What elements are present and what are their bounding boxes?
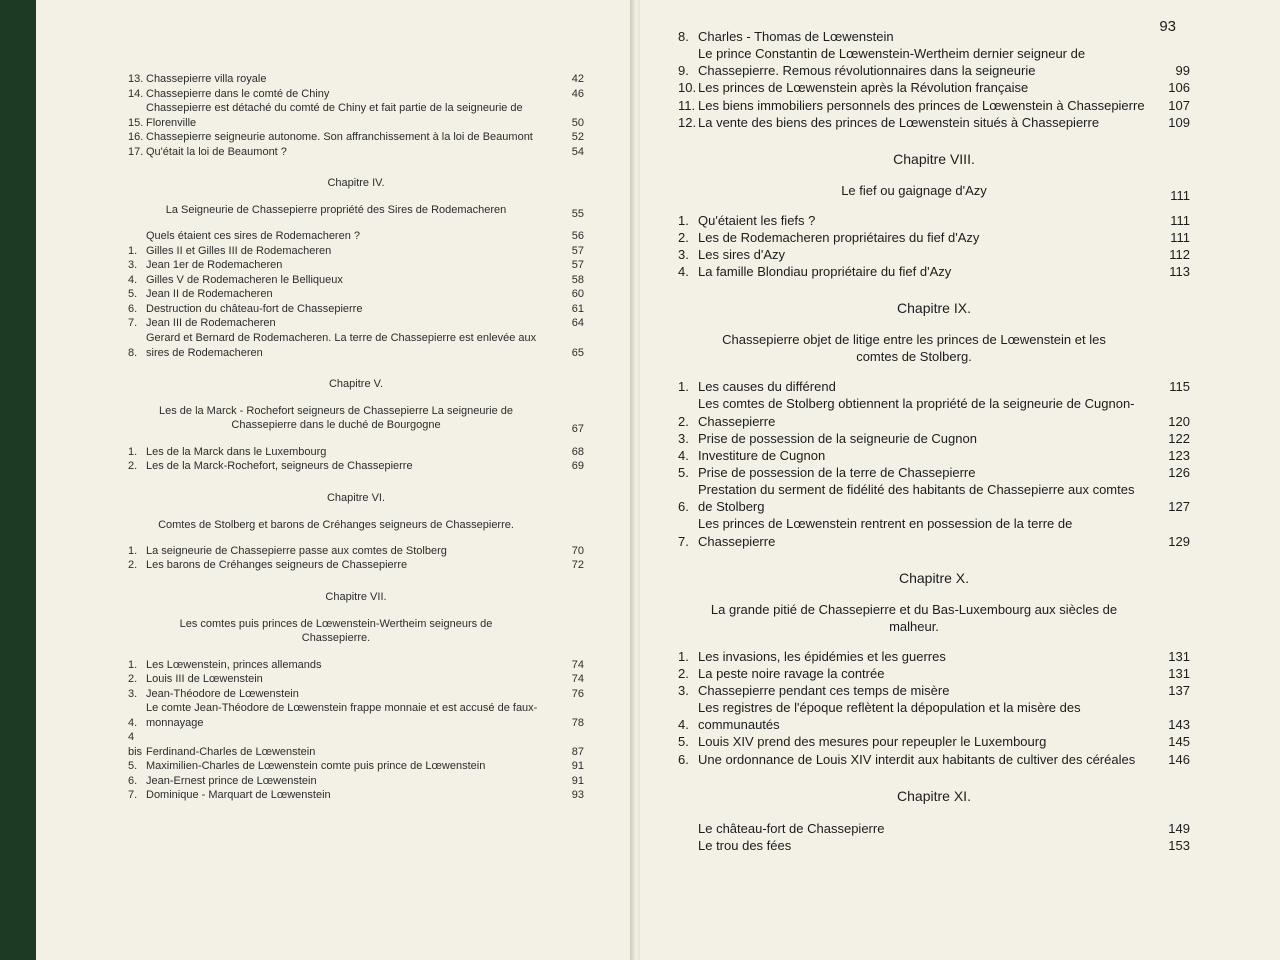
toc-entry	[678, 229, 1190, 246]
entry-page: 78	[571, 716, 584, 729]
toc-section-continued	[678, 28, 1190, 131]
entry-page: 129	[1168, 533, 1190, 549]
entry-page: 58	[571, 273, 584, 286]
entry-page: 76	[571, 687, 584, 700]
entry-number: 2.	[128, 559, 138, 572]
entry-page: 68	[571, 445, 584, 458]
chapter-entries	[128, 445, 584, 474]
chapter-entries	[128, 544, 584, 573]
toc-entry	[678, 378, 1190, 395]
toc-entry	[678, 447, 1190, 464]
entry-title: Les registres de l'époque reflètent la dépopulation et la misère des communautés	[698, 700, 1081, 733]
toc-section-continued	[128, 72, 584, 159]
entry-number: 5.	[678, 465, 689, 481]
toc-entry	[128, 244, 584, 259]
entry-number: 5.	[128, 760, 138, 773]
toc-entry	[678, 28, 1190, 45]
chapter-heading: Chapitre VII.	[325, 590, 387, 603]
entry-page: 127	[1168, 499, 1190, 515]
toc-entry	[678, 395, 1190, 429]
entry-page: 91	[571, 760, 584, 773]
entry-number: 3.	[128, 687, 138, 700]
entry-title: Jean-Théodore de Lœwenstein	[146, 687, 299, 700]
entry-title: Les sires d'Azy	[698, 247, 786, 263]
entry-title: Les Lœwenstein, princes allemands	[146, 658, 322, 671]
entry-title: Les barons de Créhanges seigneurs de Chassepierre	[146, 559, 408, 572]
entry-page: 131	[1168, 648, 1190, 664]
entry-number: 6.	[128, 302, 138, 315]
entry-number: 12.	[678, 114, 697, 130]
entry-page: 50	[571, 116, 584, 129]
entry-title: Les invasions, les épidémies et les guerres	[698, 648, 946, 664]
entry-page: 111	[1170, 229, 1190, 245]
entry-title: Quels étaient ces sires de Rodemacheren ?	[146, 230, 361, 243]
entry-number: 4 bis	[128, 731, 143, 758]
entry-title: Prestation du serment de fidélité des habitants de Chassepierre aux comtes de Stolberg	[698, 482, 1135, 515]
entry-title: Chassepierre est détaché du comté de Chiny et fait partie de la seigneurie de Florenville	[146, 102, 523, 129]
entry-page: 149	[1168, 820, 1190, 836]
entry-page: 69	[571, 460, 584, 473]
entry-number: 1.	[678, 648, 689, 664]
entry-title: Investiture de Cugnon	[698, 447, 826, 463]
entry-page: 109	[1168, 114, 1190, 130]
chapter-heading: Chapitre X.	[898, 569, 970, 586]
entry-page: 74	[571, 673, 584, 686]
entry-title: Les biens immobiliers personnels des princes de Lœwenstein à Chassepierre	[698, 97, 1145, 113]
entry-number: 1.	[128, 544, 138, 557]
entry-page: 122	[1168, 430, 1190, 446]
entry-number: 1.	[128, 658, 138, 671]
entry-page: 72	[571, 559, 584, 572]
entry-number: 4.	[128, 716, 138, 729]
toc-entry	[678, 263, 1190, 280]
entry-number: 15.	[128, 116, 144, 129]
entry-page: 70	[571, 544, 584, 557]
entry-page: 74	[571, 658, 584, 671]
entry-page: 115	[1169, 379, 1190, 395]
toc-entry	[678, 515, 1190, 549]
entry-number: 5.	[128, 288, 138, 301]
entry-title: La vente des biens des princes de Lœwenstein situés à Chassepierre	[698, 114, 1100, 130]
entry-number: 14.	[128, 87, 144, 100]
entry-title: La seigneurie de Chassepierre passe aux comtes de Stolberg	[146, 544, 447, 557]
toc-entry	[128, 658, 584, 673]
toc-entry	[128, 759, 584, 774]
entry-title: Prise de possession de la seigneurie de Cugnon	[698, 430, 977, 446]
entry-number: 2.	[678, 665, 689, 681]
entry-page: 126	[1168, 465, 1190, 481]
entry-page: 60	[571, 288, 584, 301]
entry-page: 42	[571, 73, 584, 85]
entry-page: 54	[571, 145, 584, 158]
entry-number: 1.	[128, 445, 138, 458]
entry-title: Chassepierre pendant ces temps de misère	[698, 682, 950, 698]
entry-number: 1.	[678, 379, 689, 395]
chapter-subject	[128, 203, 584, 221]
entry-title: Les princes de Lœwenstein rentrent en possession de la terre de Chassepierre	[698, 516, 1073, 549]
toc-entry	[128, 87, 584, 102]
entry-number: 1.	[678, 212, 689, 228]
entry-page: 137	[1168, 682, 1190, 698]
entry-title: Gilles V de Rodemacheren le Belliqueux	[146, 273, 343, 286]
chapter-subject-title: Les de la Marck - Rochefort seigneurs de Chassepierre La seigneurie de Chassepierre dans le duché de Bourgogne	[158, 405, 514, 432]
entry-title: Jean III de Rodemacheren	[146, 317, 276, 330]
entry-number: 9.	[678, 63, 689, 79]
entry-number: 4.	[128, 273, 138, 286]
entry-title: Gilles II et Gilles III de Rodemacheren	[146, 244, 332, 257]
toc-entry	[128, 72, 584, 87]
entry-title: Les causes du différend	[698, 379, 836, 395]
entry-title: Qu'était la loi de Beaumont ?	[146, 145, 287, 158]
entry-number: 2.	[678, 413, 689, 429]
entry-number: 16.	[128, 131, 144, 144]
toc-entry	[128, 101, 584, 130]
chapter-heading: Chapitre XI.	[897, 787, 971, 804]
entry-page: 146	[1168, 751, 1190, 767]
entry-page: 145	[1168, 734, 1190, 750]
toc-entry	[678, 820, 1190, 837]
entry-title: Jean-Ernest prince de Lœwenstein	[146, 774, 317, 787]
toc-entry	[678, 246, 1190, 263]
entry-title: Ferdinand-Charles de Lœwenstein	[146, 745, 316, 758]
toc-entry	[678, 751, 1190, 768]
entry-title: Charles - Thomas de Lœwenstein	[698, 29, 894, 44]
toc-chapters	[678, 151, 1190, 854]
toc-entry	[128, 774, 584, 789]
left-page	[36, 0, 634, 960]
entry-number: 4.	[678, 264, 689, 280]
chapter-entries	[678, 648, 1190, 768]
entry-number: 7.	[128, 317, 138, 330]
entry-page: 131	[1168, 665, 1190, 681]
chapter-subject	[128, 518, 584, 536]
entry-page: 99	[1175, 63, 1190, 79]
chapter-entries	[678, 820, 1190, 854]
toc-entry	[128, 544, 584, 559]
entry-number: 3.	[678, 430, 689, 446]
entry-number: 3.	[678, 682, 689, 698]
chapter-subject-title: La grande pitié de Chassepierre et du Bas-Luxembourg aux siècles de malheur.	[710, 601, 1118, 634]
right-page	[640, 0, 1280, 960]
toc-entry	[678, 45, 1190, 79]
entry-title: Chassepierre seigneurie autonome. Son affranchissement à la loi de Beaumont	[146, 131, 533, 144]
chapter-heading: Chapitre V.	[328, 378, 384, 391]
toc-entry	[128, 730, 584, 759]
entry-page: 143	[1168, 717, 1190, 733]
chapter-entries	[678, 378, 1190, 550]
entry-page: 123	[1168, 447, 1190, 463]
toc-entry	[678, 648, 1190, 665]
entry-title: Les de la Marck-Rochefort, seigneurs de Chassepierre	[146, 460, 413, 473]
entry-number: 4.	[678, 717, 689, 733]
chapter-subject-title: Comtes de Stolberg et barons de Créhanges seigneurs de Chassepierre.	[158, 518, 514, 531]
toc-entry	[128, 258, 584, 273]
toc-entry	[678, 837, 1190, 854]
chapter-heading: Chapitre VIII.	[893, 150, 975, 167]
toc-entry	[128, 302, 584, 317]
entry-number: 4.	[678, 447, 689, 463]
entry-title: Prise de possession de la terre de Chassepierre	[698, 465, 976, 481]
chapter-subject	[678, 332, 1190, 370]
entry-page: 57	[571, 244, 584, 257]
toc-entry	[678, 699, 1190, 733]
entry-number: 10.	[678, 80, 697, 96]
entry-number: 6.	[678, 751, 689, 767]
chapter-heading: Chapitre IV.	[327, 177, 385, 190]
toc-chapters	[128, 177, 584, 803]
entry-title: Louis XIV prend des mesures pour repeupler le Luxembourg	[698, 734, 1047, 750]
entry-number: 2.	[678, 229, 689, 245]
toc-entry	[128, 445, 584, 460]
toc-entry	[678, 481, 1190, 515]
chapter-entries	[128, 658, 584, 803]
entry-number: 6.	[128, 774, 138, 787]
entry-title: Qu'étaient les fiefs ?	[698, 212, 816, 228]
chapter-subject-title: La Seigneurie de Chassepierre propriété des Sires de Rodemacheren	[165, 204, 507, 217]
entry-title: Les de Rodemacheren propriétaires du fief d'Azy	[698, 229, 980, 245]
entry-page: 65	[571, 346, 584, 359]
entry-number: 17.	[128, 145, 144, 158]
toc-entry	[128, 287, 584, 302]
entry-page: 112	[1169, 247, 1190, 263]
toc-entry	[128, 459, 584, 474]
entry-page: 56	[571, 230, 584, 243]
entry-page: 57	[571, 259, 584, 272]
entry-page: 107	[1168, 97, 1190, 113]
chapter-subject-page: 67	[571, 423, 584, 436]
entry-title: Une ordonnance de Louis XIV interdit aux habitants de cultiver des céréales	[698, 751, 1136, 767]
entry-number: 2.	[128, 673, 138, 686]
entry-title: Gerard et Bernard de Rodemacheren. La terre de Chassepierre est enlevée aux sires de Rodemacheren	[146, 332, 537, 359]
entry-page: 93	[571, 789, 584, 802]
toc-entry	[128, 331, 584, 360]
entry-number: 11.	[678, 97, 696, 113]
toc-entry	[128, 788, 584, 803]
entry-number: 3.	[128, 259, 138, 272]
toc-entry	[128, 145, 584, 160]
chapter-subject-title: Le fief ou gaignage d'Azy	[841, 182, 987, 198]
entry-page: 87	[571, 745, 584, 758]
entry-title: Jean II de Rodemacheren	[146, 288, 273, 301]
entry-title: La peste noire ravage la contrée	[698, 665, 885, 681]
toc-entry	[678, 97, 1190, 114]
toc-entry	[128, 316, 584, 331]
toc-entry	[678, 733, 1190, 750]
entry-title: Les de la Marck dans le Luxembourg	[146, 445, 327, 458]
entry-number: 8.	[128, 346, 138, 359]
chapter-entries	[678, 212, 1190, 281]
entry-title: Les princes de Lœwenstein après la Révolution française	[698, 80, 1029, 96]
entry-title: La famille Blondiau propriétaire du fief d'Azy	[698, 264, 952, 280]
entry-page: 61	[571, 302, 584, 315]
entry-title: Chassepierre dans le comté de Chiny	[146, 87, 330, 100]
toc-entry	[678, 114, 1190, 131]
entry-number: 6.	[678, 499, 689, 515]
toc-entry	[678, 682, 1190, 699]
chapter-subject	[128, 617, 584, 650]
toc-entry	[128, 687, 584, 702]
entry-page: 46	[571, 87, 584, 100]
toc-entry	[128, 229, 584, 244]
toc-entry	[678, 79, 1190, 96]
toc-entry	[128, 273, 584, 288]
entry-page: 120	[1168, 413, 1190, 429]
entry-title: Le prince Constantin de Lœwenstein-Wertheim dernier seigneur de Chassepierre. Remous révolutionnaires dans la seigneurie	[698, 46, 1086, 79]
entry-title: Louis III de Lœwenstein	[146, 673, 263, 686]
toc-entry	[128, 701, 584, 730]
entry-number: 7.	[128, 789, 138, 802]
entry-number: 13.	[128, 73, 144, 85]
entry-title: Le comte Jean-Théodore de Lœwenstein frappe monnaie et est accusé de faux-monnayage	[146, 702, 538, 729]
chapter-heading: Chapitre IX.	[897, 300, 971, 317]
entry-page: 64	[571, 317, 584, 330]
entry-page: 91	[571, 774, 584, 787]
entry-page: 153	[1168, 837, 1190, 853]
chapter-subject-title: Chassepierre objet de litige entre les princes de Lœwenstein et les comtes de Stolberg.	[722, 332, 1106, 365]
chapter-subject	[678, 602, 1190, 640]
toc-entry	[678, 212, 1190, 229]
entry-number: 7.	[678, 533, 689, 549]
entry-title: Destruction du château-fort de Chassepierre	[146, 302, 363, 315]
entry-title: Jean 1er de Rodemacheren	[146, 259, 283, 272]
entry-number: 5.	[678, 734, 689, 750]
toc-entry	[678, 464, 1190, 481]
entry-title: Maximilien-Charles de Lœwenstein comte puis prince de Lœwenstein	[146, 760, 486, 773]
entry-number: 3.	[678, 247, 689, 263]
chapter-entries	[128, 229, 584, 360]
chapter-subject-page: 55	[571, 207, 584, 220]
entry-number: 8.	[678, 29, 689, 44]
entry-page: 113	[1169, 264, 1190, 280]
toc-entry	[678, 665, 1190, 682]
chapter-subject-page: 111	[1170, 187, 1190, 203]
toc-entry	[128, 672, 584, 687]
entry-page: 52	[571, 131, 584, 144]
entry-title: Dominique - Marquart de Lœwenstein	[146, 789, 331, 802]
toc-entry	[678, 430, 1190, 447]
chapter-subject	[678, 183, 1190, 204]
entry-number: 2.	[128, 460, 138, 473]
chapter-subject-title: Les comtes puis princes de Lœwenstein-Wertheim seigneurs de Chassepierre.	[179, 617, 493, 645]
entry-title: Chassepierre villa royale	[146, 73, 267, 85]
chapter-heading: Chapitre VI.	[326, 491, 386, 504]
entry-title: Le trou des fées	[698, 837, 792, 853]
entry-title: Les comtes de Stolberg obtiennent la propriété de la seigneurie de Cugnon-Chassepierre	[698, 396, 1135, 429]
entry-title: Le château-fort de Chassepierre	[698, 820, 885, 836]
entry-page: 106	[1168, 80, 1190, 96]
entry-page: 111	[1170, 212, 1190, 228]
entry-number: 1.	[128, 244, 138, 257]
chapter-subject	[128, 404, 584, 437]
toc-entry	[128, 130, 584, 145]
toc-entry	[128, 558, 584, 573]
page-number: 93	[1159, 18, 1176, 35]
